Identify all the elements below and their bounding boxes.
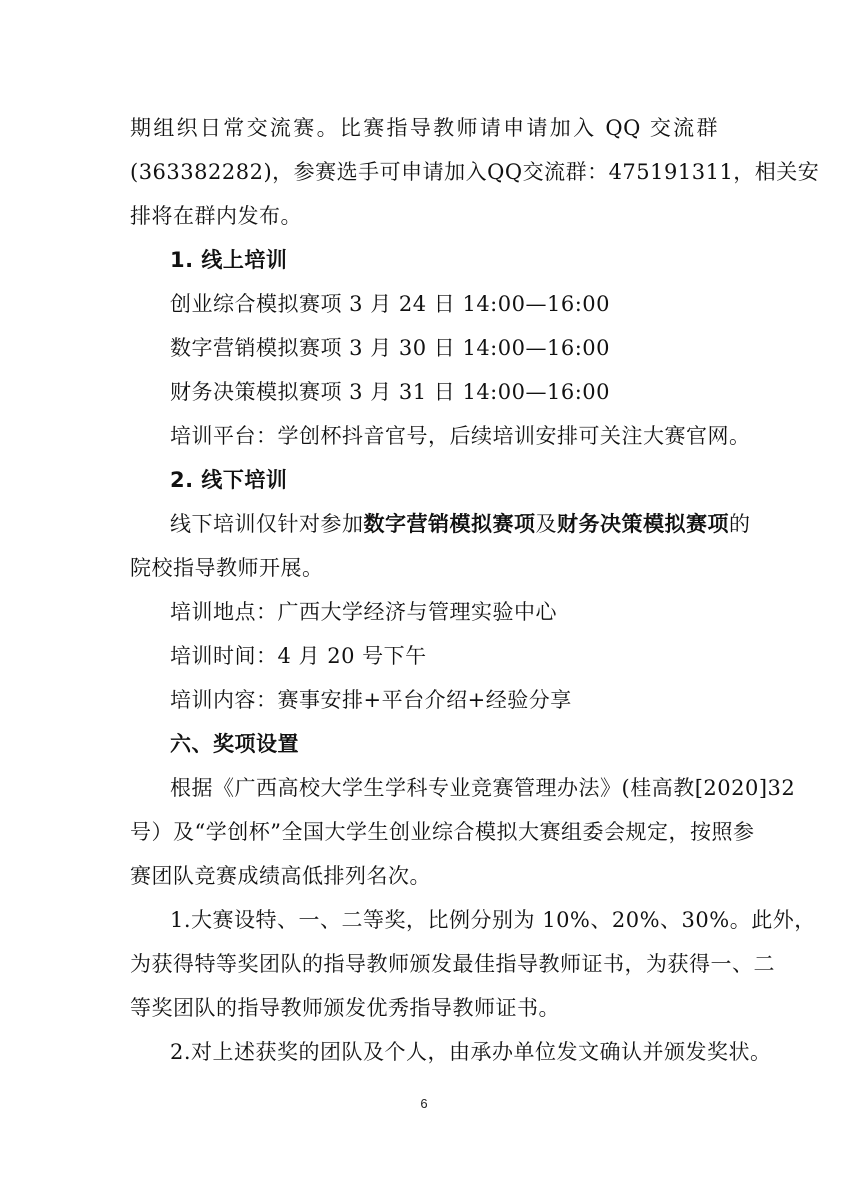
awards-item1-line-2: 为获得特等奖团队的指导教师颁发最佳指导教师证书，为获得一、二 bbox=[130, 952, 775, 976]
awards-heading: 六、奖项设置 bbox=[170, 732, 299, 756]
offline-training-location: 培训地点：广西大学经济与管理实验中心 bbox=[170, 600, 557, 624]
online-training-heading: 1. 线上培训 bbox=[170, 248, 288, 272]
online-training-item-2: 数字营销模拟赛项 3 月 30 日 14:00—16:00 bbox=[170, 336, 610, 360]
offline-training-desc-line-1 bbox=[170, 509, 751, 539]
awards-para1-line-2: 号）及“学创杯”全国大学生创业综合模拟大赛组委会规定，按照参 bbox=[130, 820, 755, 844]
offline-desc-suffix: 的 bbox=[729, 512, 751, 536]
awards-para1-line-1: 根据《广西高校大学生学科专业竞赛管理办法》(桂高教[2020]32 bbox=[170, 776, 796, 800]
intro-line-3: 排将在群内发布。 bbox=[130, 204, 302, 228]
offline-desc-bold-financial-decision: 财务决策模拟赛项 bbox=[557, 512, 729, 536]
intro-line-2: (363382282)，参赛选手可申请加入QQ交流群：475191311，相关安 bbox=[130, 160, 820, 184]
offline-training-time: 培训时间：4 月 20 号下午 bbox=[170, 644, 427, 668]
offline-training-desc-line-2: 院校指导教师开展。 bbox=[130, 556, 324, 580]
offline-desc-prefix: 线下培训仅针对参加 bbox=[170, 512, 364, 536]
awards-item2: 2.对上述获奖的团队及个人，由承办单位发文确认并颁发奖状。 bbox=[170, 1040, 772, 1064]
online-training-item-3: 财务决策模拟赛项 3 月 31 日 14:00—16:00 bbox=[170, 380, 610, 404]
offline-training-heading: 2. 线下培训 bbox=[170, 468, 288, 492]
online-training-item-1: 创业综合模拟赛项 3 月 24 日 14:00—16:00 bbox=[170, 292, 610, 316]
online-training-platform: 培训平台：学创杯抖音官号，后续培训安排可关注大赛官网。 bbox=[170, 424, 751, 448]
intro-line-1: 期组织日常交流赛。比赛指导教师请申请加入 QQ 交流群 bbox=[130, 116, 718, 140]
offline-desc-mid: 及 bbox=[535, 512, 557, 536]
offline-desc-bold-digital-marketing: 数字营销模拟赛项 bbox=[363, 512, 536, 536]
offline-training-content: 培训内容：赛事安排+平台介绍+经验分享 bbox=[170, 688, 572, 712]
page-number: 6 bbox=[420, 1096, 428, 1111]
awards-item1-line-1: 1.大赛设特、一、二等奖，比例分别为 10%、20%、30%。此外， bbox=[170, 908, 816, 932]
awards-para1-line-3: 赛团队竞赛成绩高低排列名次。 bbox=[130, 864, 431, 888]
awards-item1-line-3: 等奖团队的指导教师颁发优秀指导教师证书。 bbox=[130, 996, 560, 1020]
